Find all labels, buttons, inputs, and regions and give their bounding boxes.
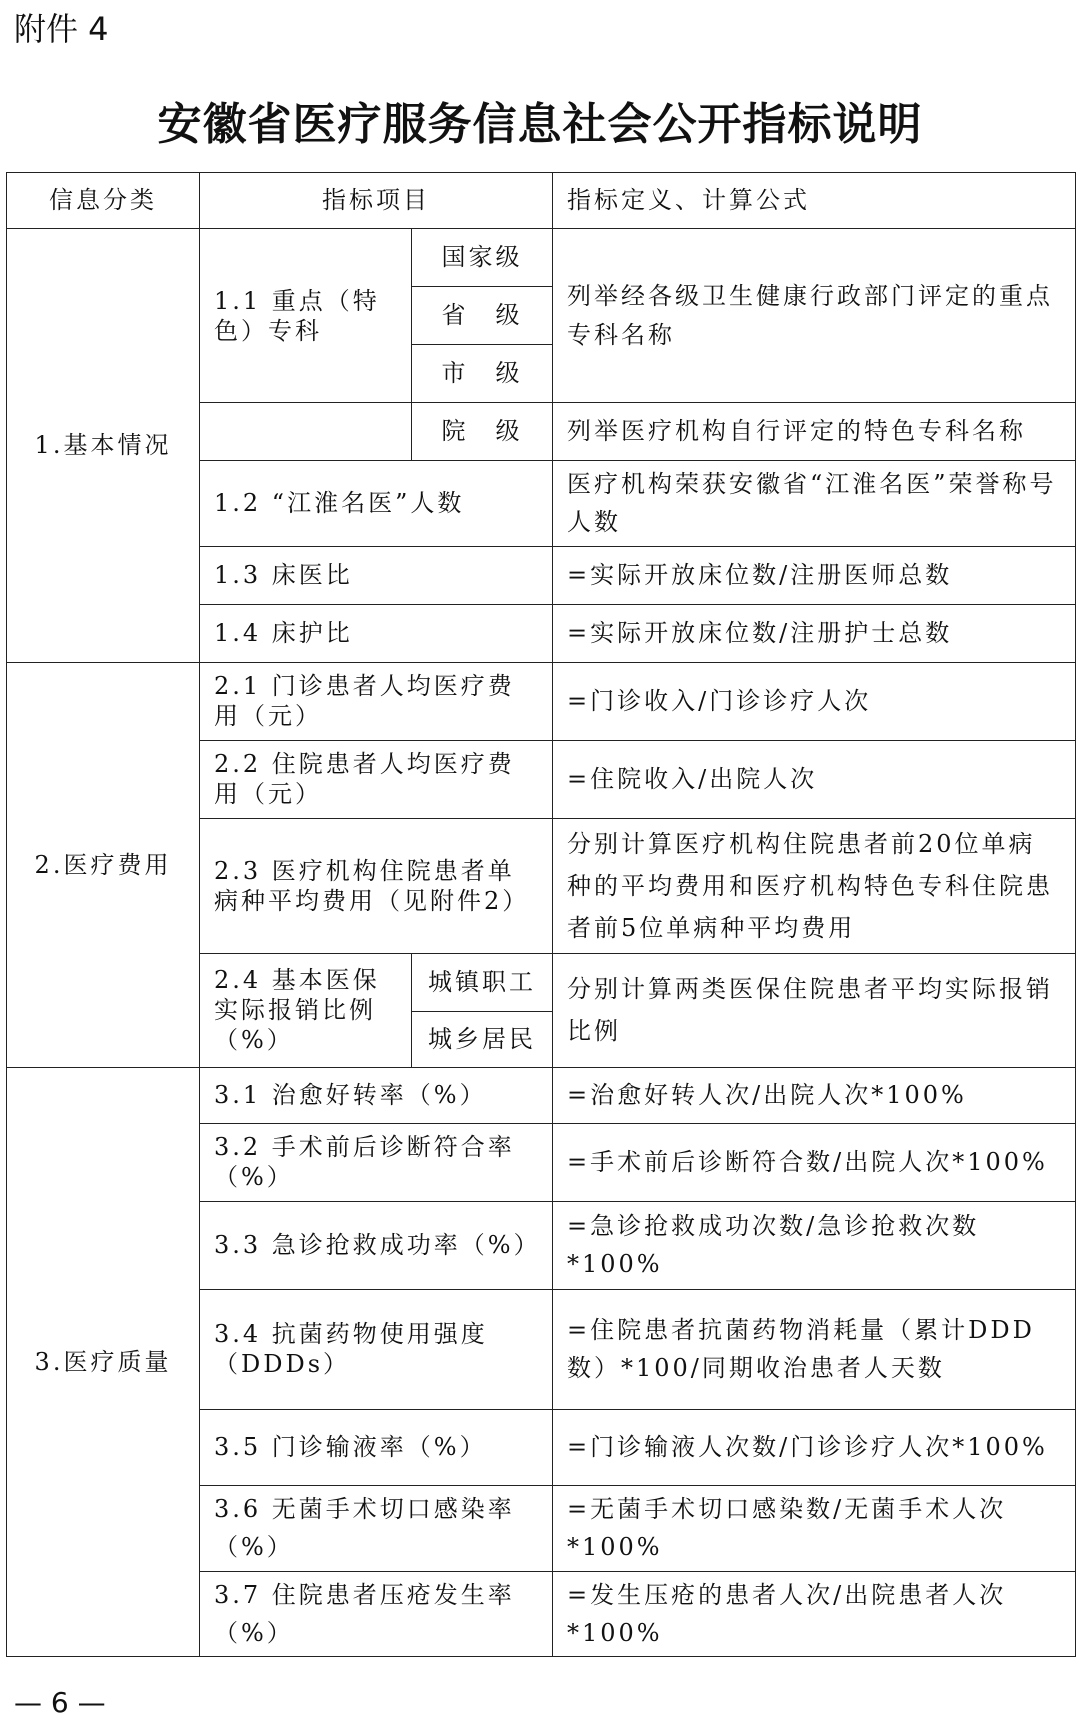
def-3-1: =治愈好转人次/出院人次*100% [553, 1067, 1076, 1123]
category-quality: 3.医疗质量 [7, 1067, 200, 1657]
def-3-4: =住院患者抗菌药物消耗量（累计DDD数）*100/同期收治患者人天数 [553, 1289, 1076, 1409]
def-2-3: 分别计算医疗机构住院患者前20位单病种的平均费用和医疗机构特色专科住院患者前5位单病种平均费用 [553, 818, 1076, 953]
def-3-2: =手术前后诊断符合数/出院人次*100% [553, 1123, 1076, 1201]
item-3-7: 3.7 住院患者压疮发生率（%） [200, 1571, 553, 1657]
def-1-1-hospital: 列举医疗机构自行评定的特色专科名称 [553, 403, 1076, 461]
level-province: 省 级 [412, 287, 553, 345]
page-number: — 6 — [14, 1686, 106, 1719]
item-3-1: 3.1 治愈好转率（%） [200, 1067, 553, 1123]
def-3-3: =急诊抢救成功次数/急诊抢救次数*100% [553, 1201, 1076, 1289]
def-3-5: =门诊输液人次数/门诊诊疗人次*100% [553, 1409, 1076, 1485]
def-1-1: 列举经各级卫生健康行政部门评定的重点专科名称 [553, 229, 1076, 403]
item-1-4: 1.4 床护比 [200, 604, 553, 662]
item-3-4: 3.4 抗菌药物使用强度（DDDs） [200, 1289, 553, 1409]
item-2-2: 2.2 住院患者人均医疗费用（元） [200, 740, 553, 818]
def-3-7: =发生压疮的患者人次/出院患者人次*100% [553, 1571, 1076, 1657]
header-category: 信息分类 [7, 173, 200, 229]
item-3-2: 3.2 手术前后诊断符合率（%） [200, 1123, 553, 1201]
item-2-1: 2.1 门诊患者人均医疗费用（元） [200, 662, 553, 740]
document-title: 安徽省医疗服务信息社会公开指标说明 [157, 99, 923, 150]
table-header-row [7, 173, 1076, 229]
item-2-4: 2.4 基本医保实际报销比例（%） [200, 953, 412, 1067]
category-basic: 1.基本情况 [7, 229, 200, 663]
item-2-3: 2.3 医疗机构住院患者单病种平均费用（见附件2） [200, 818, 553, 953]
category-cost: 2.医疗费用 [7, 662, 200, 1067]
item-1-1: 1.1 重点（特色）专科 [200, 229, 412, 403]
level-city: 市 级 [412, 345, 553, 403]
level-hospital: 院 级 [412, 403, 553, 461]
table-row [7, 662, 1076, 740]
def-1-4: =实际开放床位数/注册护士总数 [553, 604, 1076, 662]
insurance-urban-rural-resident: 城乡居民 [412, 1011, 553, 1067]
table-row [7, 229, 1076, 287]
def-2-2: =住院收入/出院人次 [553, 740, 1076, 818]
def-1-3: =实际开放床位数/注册医师总数 [553, 546, 1076, 604]
item-1-1-hospital-blank [200, 403, 412, 461]
def-1-2: 医疗机构荣获安徽省“江淮名医”荣誉称号人数 [553, 461, 1076, 547]
item-1-2: 1.2 “江淮名医”人数 [200, 461, 553, 547]
header-definition: 指标定义、计算公式 [553, 173, 1076, 229]
def-2-1: =门诊收入/门诊诊疗人次 [553, 662, 1076, 740]
item-3-5: 3.5 门诊输液率（%） [200, 1409, 553, 1485]
item-3-3: 3.3 急诊抢救成功率（%） [200, 1201, 553, 1289]
insurance-urban-employee: 城镇职工 [412, 953, 553, 1011]
def-2-4: 分别计算两类医保住院患者平均实际报销比例 [553, 953, 1076, 1067]
indicator-table [6, 172, 1076, 1657]
item-3-6: 3.6 无菌手术切口感染率（%） [200, 1485, 553, 1571]
level-national: 国家级 [412, 229, 553, 287]
header-item: 指标项目 [200, 173, 553, 229]
item-1-3: 1.3 床医比 [200, 546, 553, 604]
def-3-6: =无菌手术切口感染数/无菌手术人次*100% [553, 1485, 1076, 1571]
table-row [7, 1067, 1076, 1123]
attachment-label: 附件 4 [14, 10, 109, 48]
